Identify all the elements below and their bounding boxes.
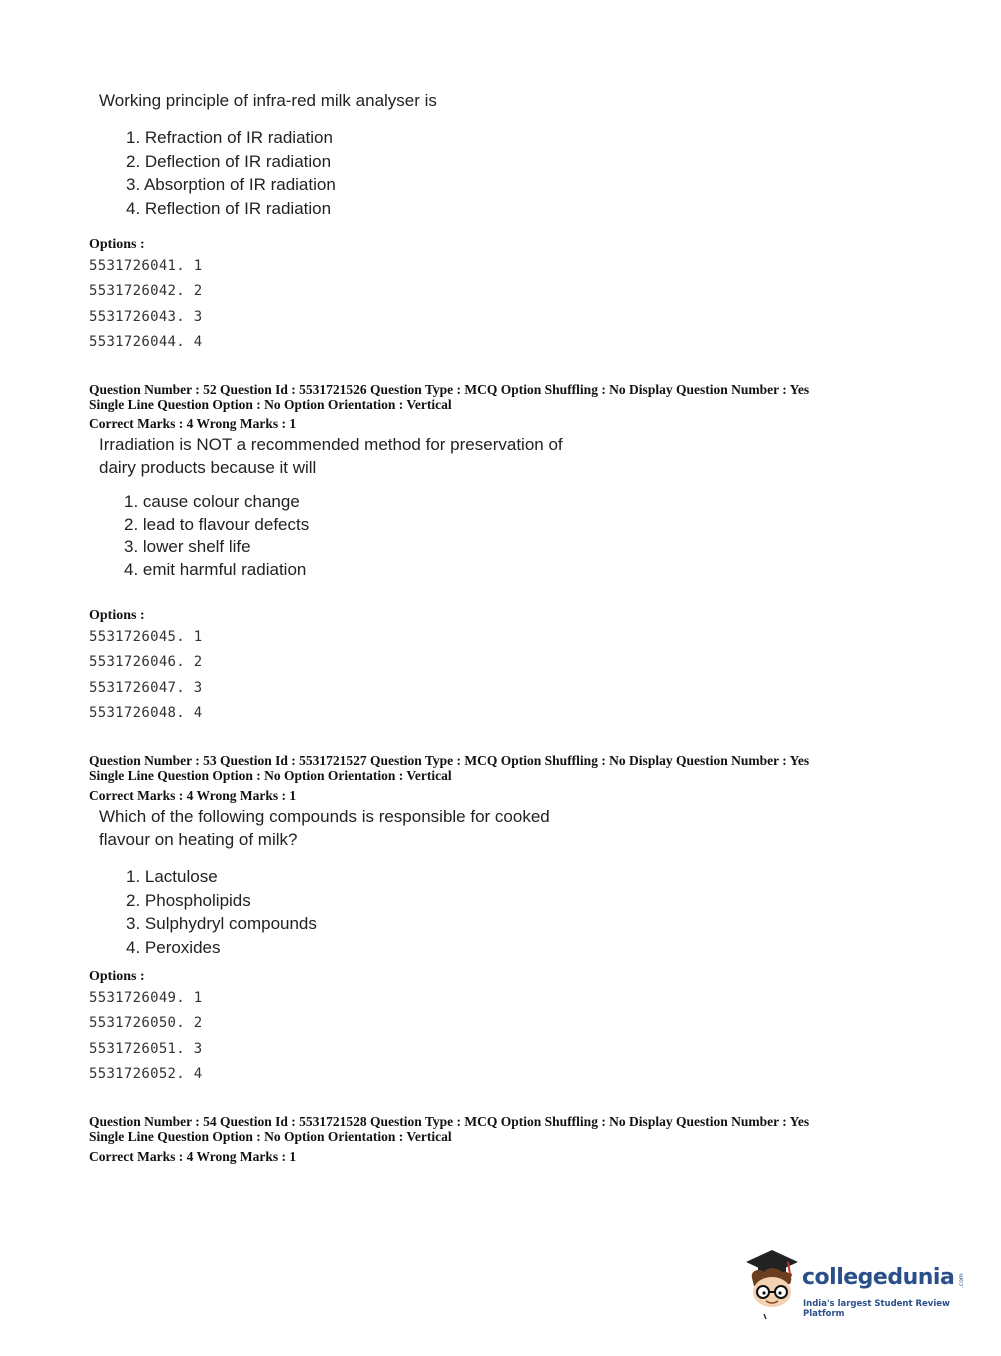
q53-question-line-1: Which of the following compounds is responsible for cooked bbox=[99, 807, 550, 826]
q52-meta-line-1: Question Number : 52 Question Id : 5531721526 Question Type : MCQ Option Shuffling : No Display Question Number : Yes bbox=[89, 382, 810, 397]
q53-choice-1: 1. Lactulose bbox=[126, 867, 218, 886]
q52-choice-2: 2. lead to flavour defects bbox=[124, 514, 310, 534]
q54-marks: Correct Marks : 4 Wrong Marks : 1 bbox=[89, 1149, 297, 1164]
q52-choice-list bbox=[124, 491, 309, 581]
q52-options-label: Options : bbox=[89, 608, 145, 623]
q51-question-text: Working principle of infra-red milk analyser is bbox=[99, 91, 437, 110]
q54-meta-line-1: Question Number : 54 Question Id : 5531721528 Question Type : MCQ Option Shuffling : No Display Question Number : Yes bbox=[89, 1114, 810, 1129]
q54-meta-line-2: Single Line Question Option : No Option Orientation : Vertical bbox=[89, 1129, 452, 1144]
q52-option-ids bbox=[89, 625, 202, 726]
q51-choice-3: 3. Absorption of IR radiation bbox=[126, 175, 336, 194]
q51-choice-2: 2. Deflection of IR radiation bbox=[126, 151, 332, 171]
q51-option-id-3: 5531726043. 3 bbox=[89, 308, 203, 325]
logo-wordmark: collegedunia bbox=[802, 1265, 955, 1290]
q52-option-id-3: 5531726047. 3 bbox=[89, 679, 203, 696]
q52-choice-3: 3. lower shelf life bbox=[124, 537, 251, 556]
q53-option-ids bbox=[89, 986, 202, 1087]
q52-question-line-1: Irradiation is NOT a recommended method for preservation of bbox=[99, 435, 563, 454]
q51-option-ids bbox=[89, 254, 202, 355]
q53-choice-4: 4. Peroxides bbox=[126, 937, 221, 957]
q53-option-id-2: 5531726050. 2 bbox=[89, 1015, 203, 1032]
logo-tagline: India's largest Student Review Platform bbox=[803, 1299, 950, 1319]
collegedunia-logo[interactable] bbox=[742, 1248, 972, 1320]
q52-meta-line-2: Single Line Question Option : No Option Orientation : Vertical bbox=[89, 397, 452, 412]
q51-choice-1: 1. Refraction of IR radiation bbox=[126, 128, 333, 147]
q52-choice-1: 1. cause colour change bbox=[124, 492, 300, 511]
q51-choice-list bbox=[126, 126, 336, 220]
q51-option-id-2: 5531726042. 2 bbox=[89, 283, 203, 300]
q52-option-id-4: 5531726048. 4 bbox=[89, 704, 203, 721]
q53-choice-2: 2. Phospholipids bbox=[126, 890, 251, 910]
q51-option-id-1: 5531726041. 1 bbox=[89, 258, 203, 274]
graduate-mascot-icon bbox=[742, 1248, 800, 1320]
q52-option-id-2: 5531726046. 2 bbox=[89, 654, 203, 671]
q53-choice-list bbox=[126, 865, 317, 959]
q51-options-label: Options : bbox=[89, 237, 145, 252]
q52-choice-4: 4. emit harmful radiation bbox=[124, 559, 307, 579]
q52-option-id-1: 5531726045. 1 bbox=[89, 629, 203, 645]
q53-question-line-2: flavour on heating of milk? bbox=[99, 830, 298, 849]
q52-marks: Correct Marks : 4 Wrong Marks : 1 bbox=[89, 416, 297, 431]
q53-options-label: Options : bbox=[89, 969, 145, 984]
q53-meta-line-1: Question Number : 53 Question Id : 5531721527 Question Type : MCQ Option Shuffling : No Display Question Number : Yes bbox=[89, 753, 810, 768]
q53-option-id-3: 5531726051. 3 bbox=[89, 1040, 203, 1057]
q52-question-line-2: dairy products because it will bbox=[99, 458, 317, 477]
q53-option-id-4: 5531726052. 4 bbox=[89, 1065, 203, 1082]
q51-choice-4: 4. Reflection of IR radiation bbox=[126, 198, 332, 218]
q53-meta-line-2: Single Line Question Option : No Option Orientation : Vertical bbox=[89, 768, 452, 783]
q53-option-id-1: 5531726049. 1 bbox=[89, 990, 203, 1006]
q53-choice-3: 3. Sulphydryl compounds bbox=[126, 914, 317, 933]
q53-marks: Correct Marks : 4 Wrong Marks : 1 bbox=[89, 788, 297, 803]
q51-option-id-4: 5531726044. 4 bbox=[89, 333, 203, 350]
logo-domain-suffix: .com bbox=[958, 1273, 965, 1288]
